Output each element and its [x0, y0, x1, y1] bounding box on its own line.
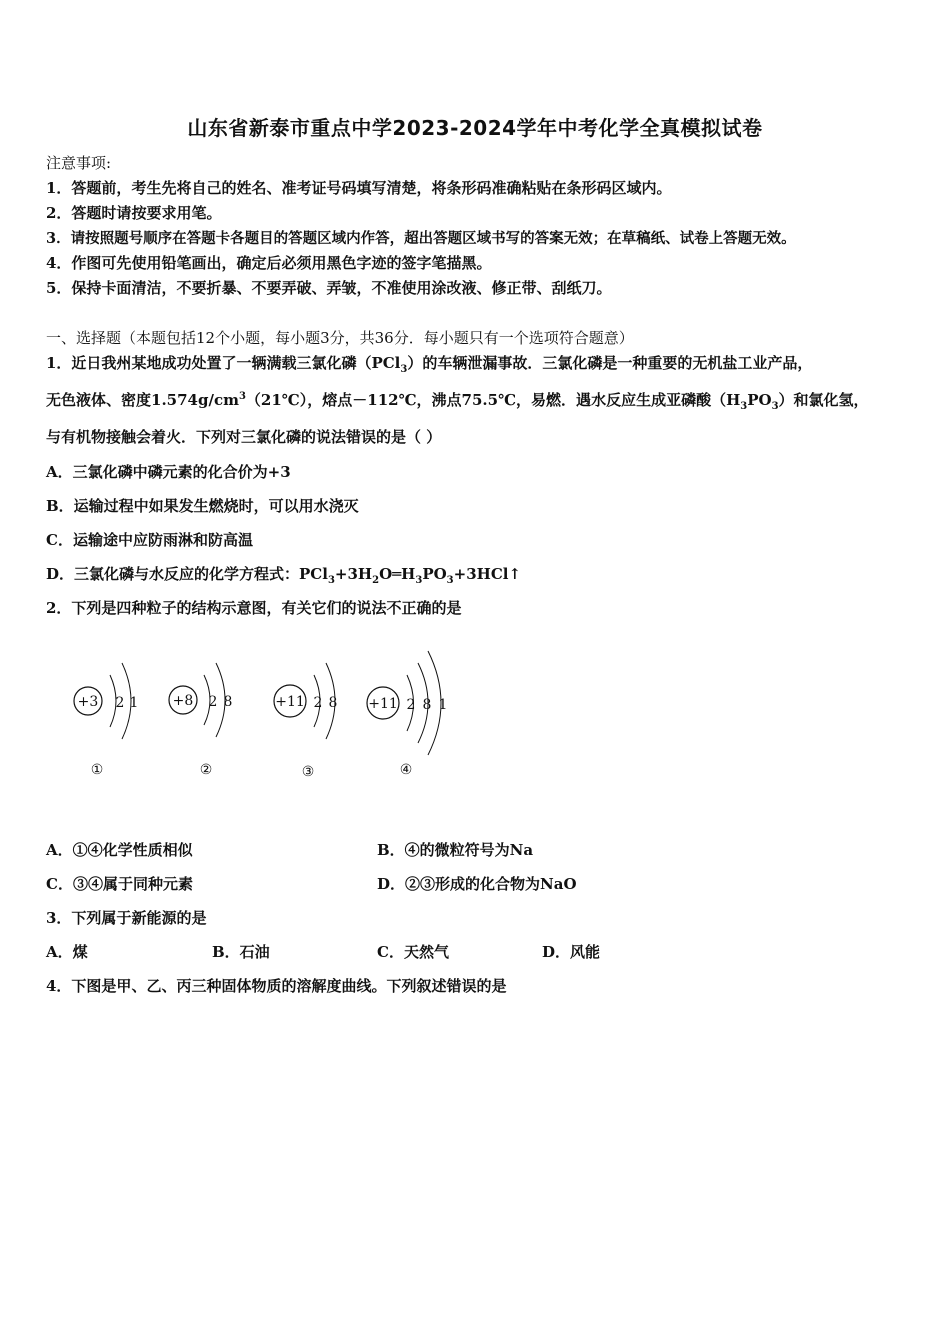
q1-formula: PCl: [371, 354, 401, 372]
q3-stem: 3．下列属于新能源的是: [46, 909, 207, 927]
q2-option-b: B．④的微粒符号为Na: [377, 841, 534, 859]
q1-line2-text-b: （21℃），熔点－112℃，沸点75.5℃，易燃．遇水反应生成亚磷酸（H: [245, 391, 741, 409]
q3-option-d: D．风能: [542, 943, 601, 961]
particle-2-shell-1: 2: [208, 694, 218, 710]
atom-structure-diagram: [60, 645, 480, 790]
q1-line-1: [46, 352, 812, 375]
particle-1: [74, 663, 138, 778]
particle-4-label: ④: [399, 762, 413, 778]
q1-optd-c: O═H: [379, 565, 416, 583]
q1-formula-sub: 3: [400, 364, 408, 375]
particle-3: [274, 663, 337, 780]
q4-stem: 4．下图是甲、乙、丙三种固体物质的溶解度曲线。下列叙述错误的是: [46, 977, 507, 995]
page-title: 山东省新泰市重点中学2023-2024学年中考化学全真模拟试卷: [187, 116, 763, 140]
particle-4-shell-2: 8: [422, 697, 432, 713]
q2-stem: 2．下列是四种粒子的结构示意图，有关它们的说法不正确的是: [46, 599, 462, 617]
q1-optd-s2: 2: [372, 575, 380, 586]
notice-item-4: 4．作图可先使用铅笔画出，确定后必须用黑色字迹的签字笔描黑。: [46, 254, 492, 272]
particle-2-shell-2: 8: [223, 694, 233, 710]
q1-line2-sub2: 3: [771, 401, 779, 412]
q1-optd-a: D．三氯化磷与水反应的化学方程式：PCl: [46, 565, 328, 583]
notice-item-1: 1．答题前，考生先将自己的姓名、准考证号码填写清楚，将条形码准确粘贴在条形码区域内。: [46, 179, 672, 197]
notice-item-5: 5．保持卡面清洁，不要折暴、不要弄破、弄皱，不准使用涂改液、修正带、刮纸刀。: [46, 279, 612, 297]
q2-option-d: D．②③形成的化合物为NaO: [377, 875, 577, 893]
notice-item-3: 3．请按照题号顺序在答题卡各题目的答题区域内作答，超出答题区域书写的答案无效；在草稿纸、试卷上答题无效。: [46, 230, 796, 247]
particle-1-label: ①: [90, 762, 104, 778]
q1-line2-text-d: ）和氯化氢，: [778, 391, 869, 409]
q1-line1-text-a: 1．近日我州某地成功处置了一辆满载三氯化磷（: [46, 354, 372, 372]
q1-line2-text-c: PO: [747, 391, 772, 409]
particle-4-shell-1: 2: [406, 697, 416, 713]
q3-option-c: C．天然气: [377, 943, 449, 961]
notice-item-2: 2．答题时请按要求用笔。: [46, 204, 222, 222]
particle-1-shell-2: 1: [129, 695, 139, 711]
particle-4-nucleus: +11: [368, 696, 398, 712]
q1-line-3: 与有机物接触会着火．下列对三氯化磷的说法错误的是（ ）: [46, 428, 442, 446]
particle-1-nucleus: +3: [77, 694, 99, 710]
particle-4: [367, 651, 447, 778]
q1-optd-s4: 3: [446, 575, 454, 586]
q1-option-c: C．运输途中应防雨淋和防高温: [46, 531, 253, 549]
particle-2: [169, 663, 232, 778]
q1-line2-text-a: 无色液体、密度1.574g/cm: [46, 391, 239, 409]
q3-option-a: A．煤: [46, 943, 88, 961]
q1-line1-text-b: ）的车辆泄漏事故．三氯化磷是一种重要的无机盐工业产品，: [407, 354, 813, 372]
q1-optd-e: +3HCl↑: [453, 565, 522, 583]
particle-2-nucleus: +8: [172, 693, 194, 709]
q1-line2-sub1: 3: [740, 401, 748, 412]
q1-optd-s3: 3: [415, 575, 423, 586]
notice-heading: 注意事项:: [46, 154, 112, 172]
q1-optd-b: +3H: [334, 565, 373, 583]
q1-line-2: [46, 389, 869, 412]
q1-option-a: A．三氯化磷中磷元素的化合价为+3: [46, 463, 291, 481]
q1-option-d: [46, 563, 521, 586]
particle-4-shell-3: 1: [438, 697, 448, 713]
particle-1-shell-1: 2: [115, 695, 125, 711]
particle-3-shell-1: 2: [313, 695, 323, 711]
q1-option-b: B．运输过程中如果发生燃烧时，可以用水浇灭: [46, 497, 359, 515]
particle-3-label: ③: [301, 764, 315, 780]
particle-3-nucleus: +11: [275, 694, 305, 710]
q1-optd-d: PO: [422, 565, 447, 583]
particle-2-label: ②: [199, 762, 213, 778]
q2-option-a: A．①④化学性质相似: [46, 841, 193, 859]
particle-3-shell-2: 8: [328, 695, 338, 711]
q2-option-c: C．③④属于同种元素: [46, 875, 193, 893]
q1-line2-sup: 3: [238, 391, 246, 402]
q1-optd-s1: 3: [327, 575, 335, 586]
section-heading: 一、选择题（本题包括12个小题，每小题3分，共36分．每小题只有一个选项符合题意）: [46, 329, 634, 347]
q3-option-b: B．石油: [212, 943, 270, 961]
